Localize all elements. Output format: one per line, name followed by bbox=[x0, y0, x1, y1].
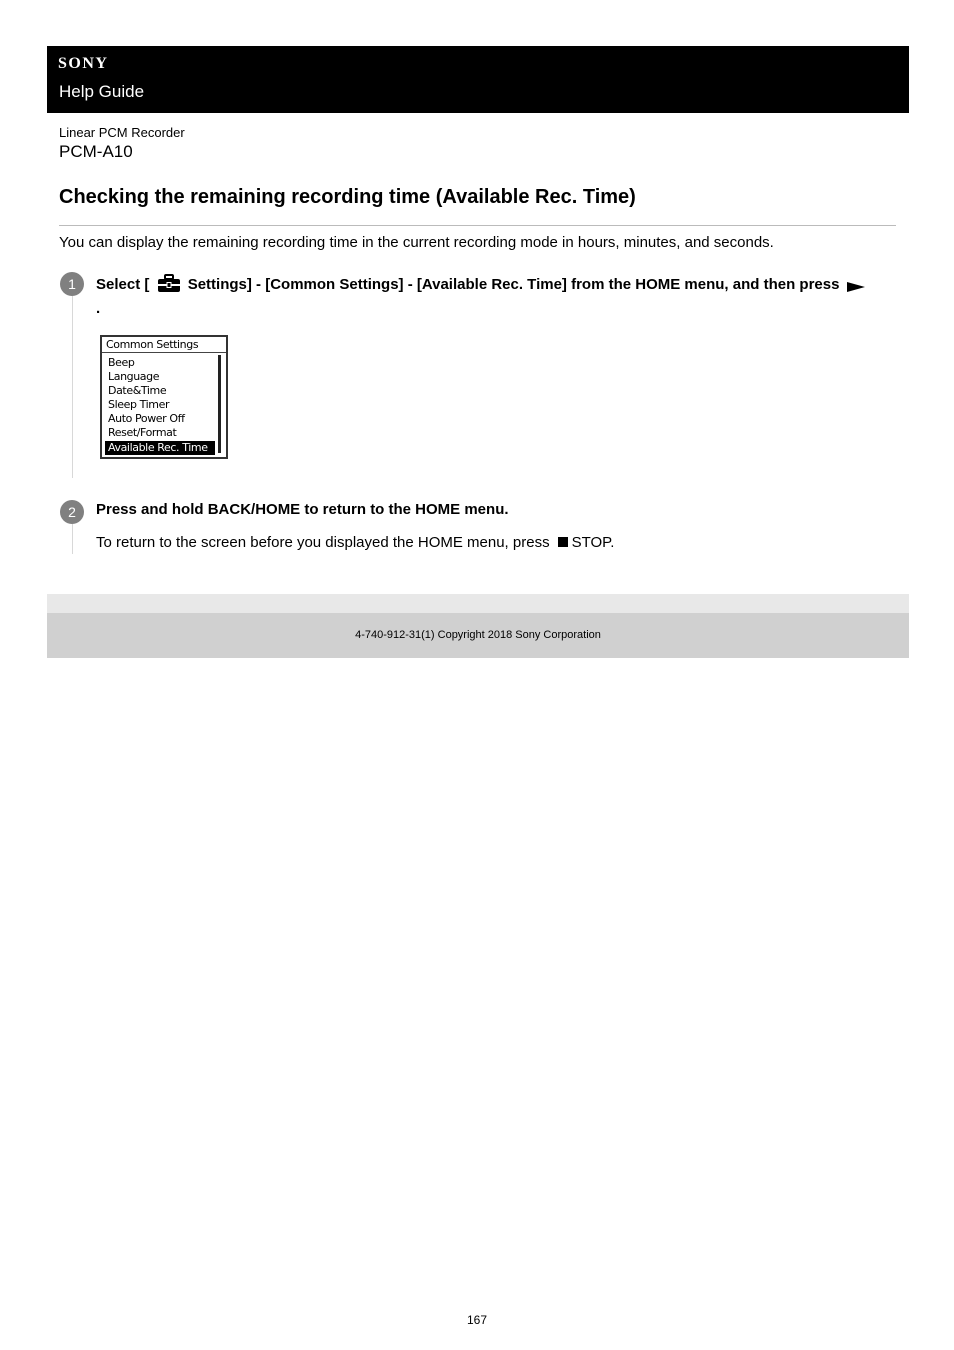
common-settings-screen bbox=[100, 335, 228, 459]
step-1-instruction bbox=[96, 274, 896, 319]
step-2-desc-after: STOP. bbox=[571, 534, 615, 551]
screen-menu-item: Auto Power Off bbox=[108, 412, 185, 425]
screen-menu-item: Date&Time bbox=[108, 384, 167, 397]
copyright-text: 4-740-912-31(1) Copyright 2018 Sony Corporation bbox=[355, 629, 601, 641]
page-title: Checking the remaining recording time (Available Rec. Time) bbox=[59, 186, 636, 208]
step-1-connector-line bbox=[72, 296, 73, 478]
toolbox-settings-icon bbox=[157, 274, 181, 299]
step-2-desc-before: To return to the screen before you displayed the HOME menu, press bbox=[96, 534, 550, 551]
screen-menu-item: Sleep Timer bbox=[108, 398, 170, 411]
step-1-number: 1 bbox=[60, 272, 84, 296]
step-2-instruction: Press and hold BACK/HOME to return to the HOME menu. bbox=[96, 501, 509, 518]
title-divider bbox=[59, 225, 896, 226]
footer-band bbox=[47, 613, 909, 658]
screen-menu-item-selected: Available Rec. Time bbox=[105, 441, 215, 455]
play-arrow-icon bbox=[847, 279, 865, 299]
screen-scrollbar bbox=[218, 355, 221, 453]
stop-square-icon bbox=[558, 537, 568, 547]
screen-menu-item: Reset/Format bbox=[108, 426, 177, 439]
screen-menu-item: Language bbox=[108, 370, 160, 383]
header-bar bbox=[47, 46, 909, 113]
step-2-description bbox=[96, 534, 614, 551]
page-number: 167 bbox=[466, 1313, 488, 1327]
sony-logo: SONY bbox=[58, 55, 109, 72]
step-1-trailing: . bbox=[96, 300, 101, 317]
screen-menu-item: Beep bbox=[108, 356, 135, 369]
step-1-text-after: Settings] - [Common Settings] - [Available Rec. Time] from the HOME menu, and then press bbox=[187, 276, 840, 293]
step-2-number: 2 bbox=[60, 500, 84, 524]
footer-top-band bbox=[47, 594, 909, 613]
help-guide-label: Help Guide bbox=[59, 82, 145, 101]
step-1-text-before: Select [ bbox=[96, 276, 150, 293]
step-2-connector-line bbox=[72, 524, 73, 554]
model-name: PCM-A10 bbox=[59, 142, 133, 161]
intro-text: You can display the remaining recording time in the current recording mode in hours, minutes, and seconds. bbox=[59, 234, 774, 251]
screen-title: Common Settings bbox=[102, 337, 226, 353]
product-category: Linear PCM Recorder bbox=[59, 125, 185, 140]
